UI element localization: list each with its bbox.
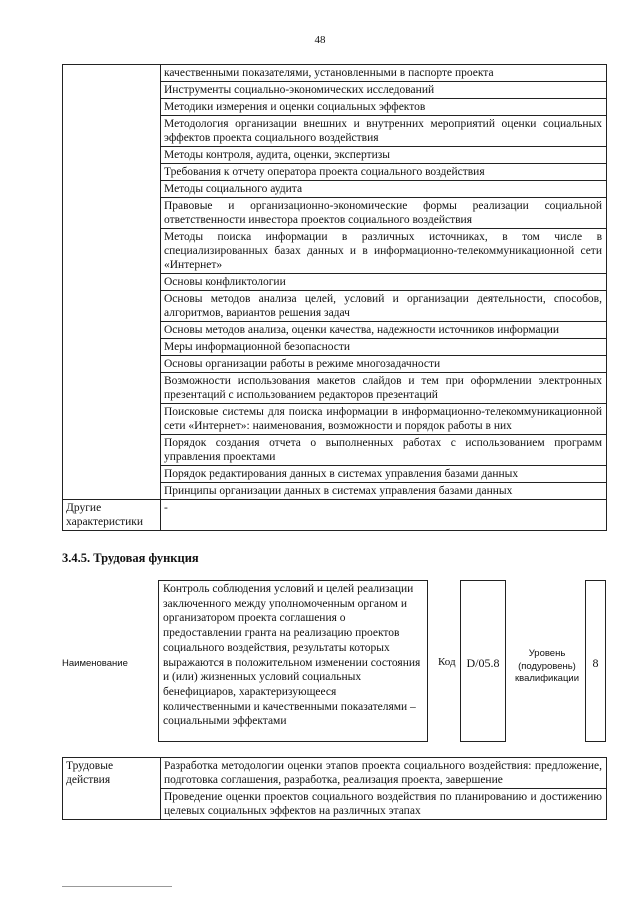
knowledge-label-cell — [63, 65, 161, 500]
labor-action-item: Разработка методологии оценки этапов проекта социального воздействия: предложение, подготовка соглашения, разработка, реализация проекта, завершение — [161, 758, 607, 789]
knowledge-item: Инструменты социально-экономических исследований — [161, 82, 607, 99]
knowledge-item: Порядок создания отчета о выполненных работах с использованием программ управления проектами — [161, 435, 607, 466]
code-label: Код — [438, 656, 456, 668]
knowledge-item: Возможности использования макетов слайдов и тем при оформлении электронных презентаций с использованием редакторов презентаций — [161, 373, 607, 404]
knowledge-item: Порядок редактирования данных в системах управления базами данных — [161, 466, 607, 483]
other-characteristics-value: - — [161, 500, 607, 531]
knowledge-item: Требования к отчету оператора проекта социального воздействия — [161, 164, 607, 181]
labor-action-item: Проведение оценки проектов социального воздействия по планированию и достижению целевых социальных эффектов на различных этапах — [161, 789, 607, 820]
knowledge-item: Основы организации работы в режиме многозадачности — [161, 356, 607, 373]
knowledge-table — [62, 64, 607, 531]
page-number: 48 — [314, 34, 326, 46]
knowledge-item: Основы конфликтологии — [161, 274, 607, 291]
other-characteristics-label: Другие характеристики — [63, 500, 161, 531]
knowledge-item: Меры информационной безопасности — [161, 339, 607, 356]
code-value: D/05.8 — [460, 580, 506, 742]
labor-actions-label: Трудовые действия — [63, 758, 161, 820]
knowledge-item: Методология организации внешних и внутренних мероприятий оценки социальных эффектов проекта социального воздействия — [161, 116, 607, 147]
function-name-value: Контроль соблюдения условий и целей реализации заключенного между уполномоченным органом и организатором проекта соглашения о предоставлении гранта на реализацию проектов социального воздействия, результаты которых выражаются в положительном изменении состояния и (или) жизненных условий социальных бенефициаров, характеризующееся количественными и качественными показателями – социальными эффектами — [158, 580, 428, 742]
labor-actions-table — [62, 757, 607, 820]
knowledge-item: Методы контроля, аудита, оценки, экспертизы — [161, 147, 607, 164]
knowledge-item: Методы социального аудита — [161, 181, 607, 198]
knowledge-item: Правовые и организационно-экономические формы реализации социальной ответственности инвестора проектов социального воздействия — [161, 198, 607, 229]
section-heading: 3.4.5. Трудовая функция — [62, 551, 199, 565]
function-name-label: Наименование — [62, 658, 128, 669]
knowledge-item: Принципы организации данных в системах управления базами данных — [161, 483, 607, 500]
labor-function-row — [62, 580, 607, 744]
knowledge-item: Основы методов анализа, оценки качества, надежности источников информации — [161, 322, 607, 339]
knowledge-item: Методы поиска информации в различных источниках, в том числе в специализированных базах данных и в информационно-телекоммуникационной сети «Интернет» — [161, 229, 607, 274]
qualification-level-value: 8 — [585, 580, 606, 742]
qualification-level-label: Уровень (подуровень) квалификации — [514, 648, 580, 684]
knowledge-item: Методики измерения и оценки социальных эффектов — [161, 99, 607, 116]
knowledge-item: Основы методов анализа целей, условий и организации деятельности, способов, алгоритмов, вариантов решения задач — [161, 291, 607, 322]
knowledge-item: Поисковые системы для поиска информации в информационно-телекоммуникационной сети «Интернет»: наименования, возможности и порядок работы в них — [161, 404, 607, 435]
knowledge-item: качественными показателями, установленными в паспорте проекта — [161, 65, 607, 82]
footer-divider — [62, 886, 172, 887]
